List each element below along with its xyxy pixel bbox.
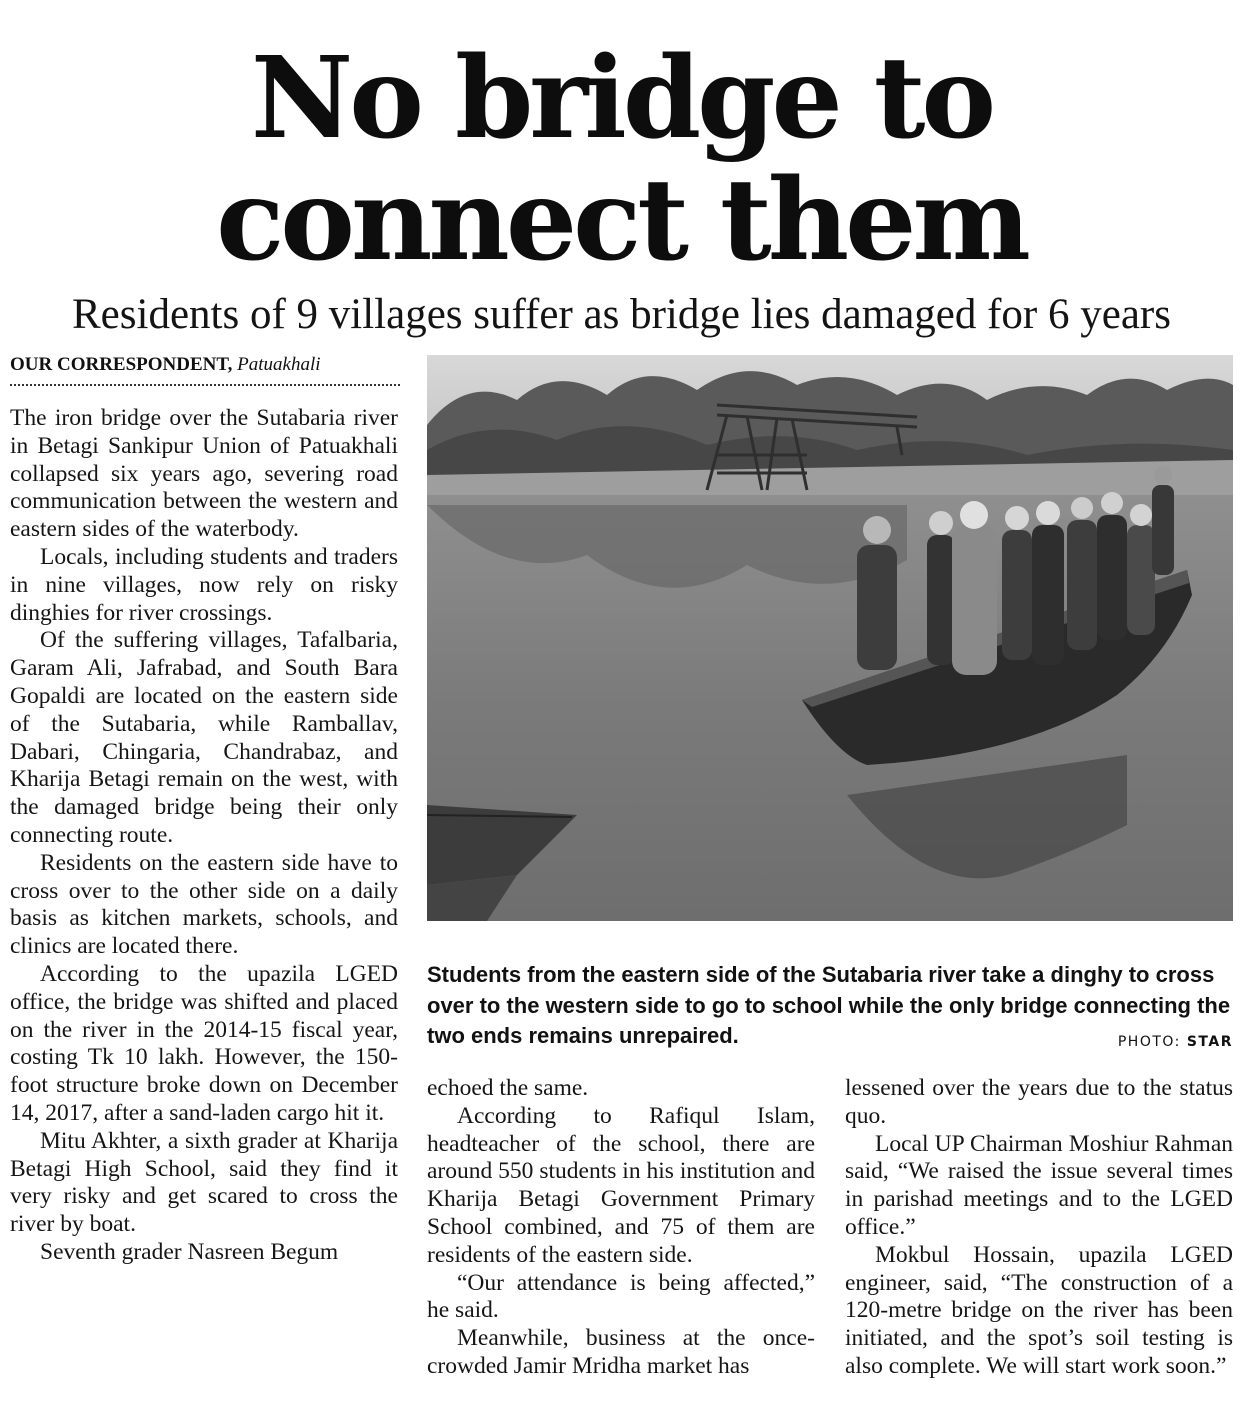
river-dinghy-photo — [427, 355, 1233, 921]
subheadline: Residents of 9 villages suffer as bridge lies damaged for 6 years — [72, 291, 1171, 338]
article-paragraph: Mokbul Hossain, upazila LGED engineer, said, “The construction of a 120-metre bridge on the river has been initiated, and the spot’s soil testing is also complete. We will start work soon.” — [845, 1241, 1233, 1379]
byline-author: OUR CORRESPONDENT, — [10, 354, 233, 375]
article-paragraph: Seventh grader Nasreen Begum — [40, 1238, 339, 1265]
byline — [10, 352, 400, 386]
article-paragraph: echoed the same. — [427, 1075, 589, 1101]
byline-location: Patuakhali — [237, 354, 321, 375]
article-column-2 — [427, 1075, 815, 1381]
article-paragraph: According to Rafiqul Islam, headteacher of the school, there are around 550 students in his institution and Kharija Betagi Government Primary School combined, and 75 of them are residents of the eastern side. — [427, 1102, 815, 1268]
article-column-3 — [845, 1075, 1233, 1381]
headline-line-2: connect them — [216, 155, 1027, 286]
article-paragraph: Of the suffering villages, Tafalbaria, Garam Ali, Jafrabad, and South Bara Gopaldi are located on the eastern side of the Sutabaria, while Ramballav, Dabari, Chingaria, Chandrabaz, and Kharija Betagi remain on the west, with the damaged bridge being their only connecting route. — [10, 627, 398, 848]
article-paragraph: According to the upazila LGED office, the bridge was shifted and placed on the river in the 2014-15 fiscal year, costing Tk 10 lakh. However, the 150-foot structure broke down on December 14, 2017, after a sand-laden cargo hit it. — [10, 960, 398, 1126]
article-paragraph: Locals, including students and traders in nine villages, now rely on risky dinghies for river crossings. — [10, 543, 398, 626]
article-paragraph: Residents on the eastern side have to cross over to the other side on a daily basis as kitchen markets, schools, and clinics are located there. — [10, 849, 398, 960]
headline-line-1: No bridge to — [250, 33, 993, 164]
headline — [0, 33, 1243, 286]
article-paragraph: Mitu Akhter, a sixth grader at Kharija Betagi High School, said they find it very risky and get scared to cross the river by boat. — [10, 1127, 398, 1238]
article-paragraph: Meanwhile, business at the once-crowded Jamir Mridha market has — [427, 1325, 815, 1379]
photo-credit-source: STAR — [1186, 1034, 1233, 1050]
photo-credit — [1000, 1034, 1233, 1050]
news-photo — [427, 355, 1233, 921]
photo-caption: Students from the eastern side of the Sutabaria river take a dinghy to cross over to the western side to go to school while the only bridge connecting the two ends remains unrepaired. — [427, 962, 1231, 1048]
article-paragraph: Local UP Chairman Moshiur Rahman said, “We raised the issue several times in parishad meetings and to the LGED office.” — [845, 1130, 1233, 1240]
article-paragraph: The iron bridge over the Sutabaria river in Betagi Sankipur Union of Patuakhali collapsed six years ago, severing road communication between the western and eastern sides of the waterbody. — [10, 405, 398, 543]
article-paragraph: lessened over the years due to the status quo. — [845, 1075, 1233, 1129]
photo-credit-label: PHOTO: — [1117, 1034, 1181, 1050]
article-paragraph: “Our attendance is being affected,” he said. — [427, 1269, 815, 1324]
article-column-1 — [10, 405, 398, 1267]
